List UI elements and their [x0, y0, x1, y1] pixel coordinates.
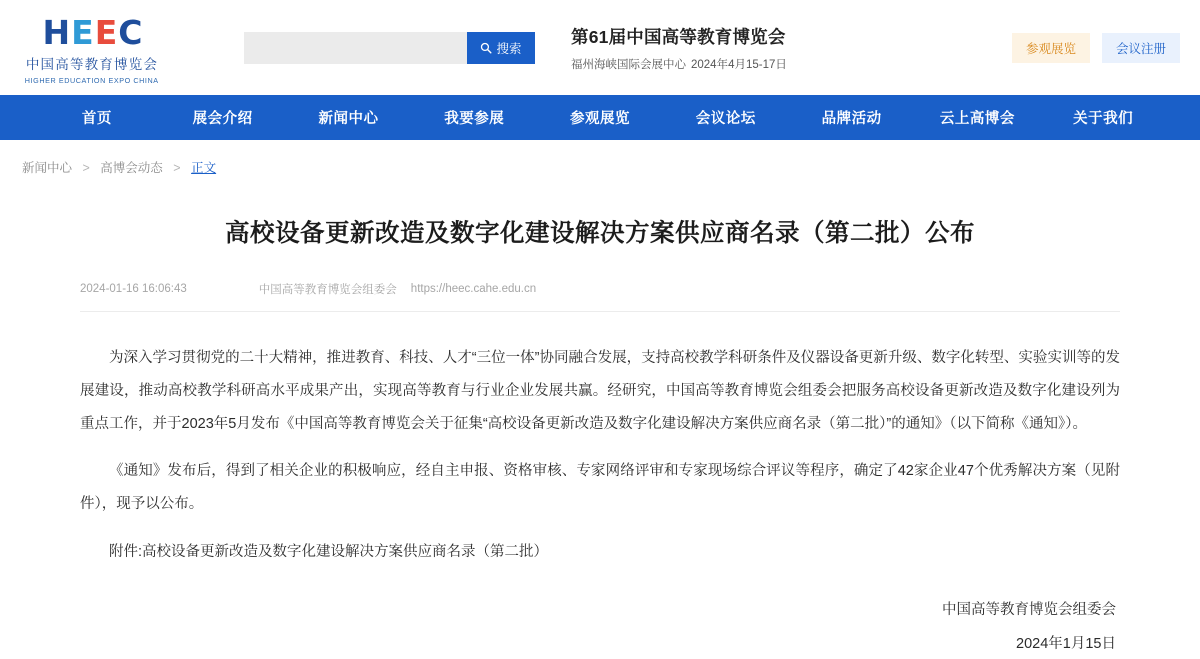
- nav-item-conference-forum[interactable]: 会议论坛: [695, 111, 756, 127]
- expo-title: 第61届中国高等教育博览会: [571, 26, 786, 47]
- nav-item-cloud-expo[interactable]: 云上高博会: [939, 111, 1015, 127]
- header-actions: [1012, 33, 1180, 63]
- expo-dates: 2024年4月15-17日: [691, 58, 787, 71]
- logo-chinese-name: 中国高等教育博览会: [25, 57, 159, 72]
- expo-venue: 福州海峡国际会展中心: [571, 58, 686, 71]
- expo-subtitle: [571, 56, 787, 72]
- breadcrumb-item-news-center[interactable]: 新闻中心: [22, 161, 73, 175]
- search-icon: [480, 42, 492, 54]
- article-source: 中国高等教育博览会组委会: [258, 284, 397, 296]
- site-logo[interactable]: [18, 10, 166, 85]
- article-signature: [80, 593, 1120, 659]
- page-title: 高校设备更新改造及数字化建设解决方案供应商名录（第二批）公布: [225, 220, 975, 247]
- article-paragraph-1: 为深入学习贯彻党的二十大精神，推进教育、科技、人才“三位一体”协同融合发展，支持高校教学科研条件及仪器设备更新升级、数字化转型、实验实训等的发展建设，推动高校教学科研高水平成果产出，实现高等教育与行业企业发展共赢。经研究，中国高等教育博览会组委会把服务高校设备更新改造及数字化建设列为重点工作，并于2023年5月发布《中国高等教育博览会关于征集“高校设备更新改造及数字化建设解决方案供应商名录（第二批）”的通知》（以下简称《通知》）。: [80, 350, 1120, 432]
- search-button[interactable]: [467, 32, 535, 64]
- article-body: [80, 342, 1120, 521]
- nav-item-visit[interactable]: 参观展览: [570, 111, 631, 127]
- article-date: 2024-01-16 16:06:43: [80, 283, 187, 295]
- visit-exhibition-button[interactable]: 参观展览: [1012, 33, 1090, 63]
- breadcrumb-item-current[interactable]: 正文: [191, 161, 217, 175]
- search-bar: [244, 32, 535, 64]
- article-meta: [80, 281, 1120, 312]
- nav-item-about-us[interactable]: 关于我们: [1073, 111, 1134, 127]
- search-input[interactable]: [244, 32, 467, 64]
- article-paragraph-2: 《通知》发布后，得到了相关企业的积极响应，经自主申报、资格审核、专家网络评审和专家现场综合评议等程序，确定了42家企业47个优秀解决方案（见附件），现予以公布。: [80, 463, 1120, 512]
- search-button-label: 搜索: [496, 41, 522, 56]
- expo-info: [571, 24, 787, 72]
- nav-item-home[interactable]: 首页: [81, 111, 112, 127]
- article: [0, 214, 1200, 659]
- main-navigation: [0, 95, 1200, 140]
- site-header: [0, 0, 1200, 95]
- signature-date: 2024年1月15日: [1016, 636, 1116, 652]
- logo-wordmark: [42, 13, 142, 52]
- breadcrumb-item-expo-updates[interactable]: 高博会动态: [100, 161, 163, 175]
- article-attachment: 附件:高校设备更新改造及数字化建设解决方案供应商名录（第二批）: [109, 544, 549, 560]
- logo-english-name: HIGHER EDUCATION EXPO CHINA: [25, 76, 159, 85]
- nav-item-news-center[interactable]: 新闻中心: [318, 111, 379, 127]
- breadcrumb-separator-2: >: [173, 161, 181, 175]
- article-url: https://heec.cahe.edu.cn: [410, 283, 537, 295]
- nav-item-exhibit[interactable]: 我要参展: [444, 111, 505, 127]
- logo-letter-c: C: [118, 13, 142, 52]
- nav-item-expo-intro[interactable]: 展会介绍: [192, 111, 253, 127]
- logo-letter-e2: E: [94, 13, 117, 52]
- conference-register-button[interactable]: 会议注册: [1102, 33, 1180, 63]
- logo-letter-h: H: [42, 13, 70, 52]
- signature-organization: 中国高等教育博览会组委会: [942, 602, 1116, 618]
- breadcrumb-separator-1: >: [82, 161, 90, 175]
- breadcrumb: [0, 140, 1200, 176]
- logo-letter-e1: E: [71, 13, 93, 52]
- nav-item-brand-activities[interactable]: 品牌活动: [821, 111, 882, 127]
